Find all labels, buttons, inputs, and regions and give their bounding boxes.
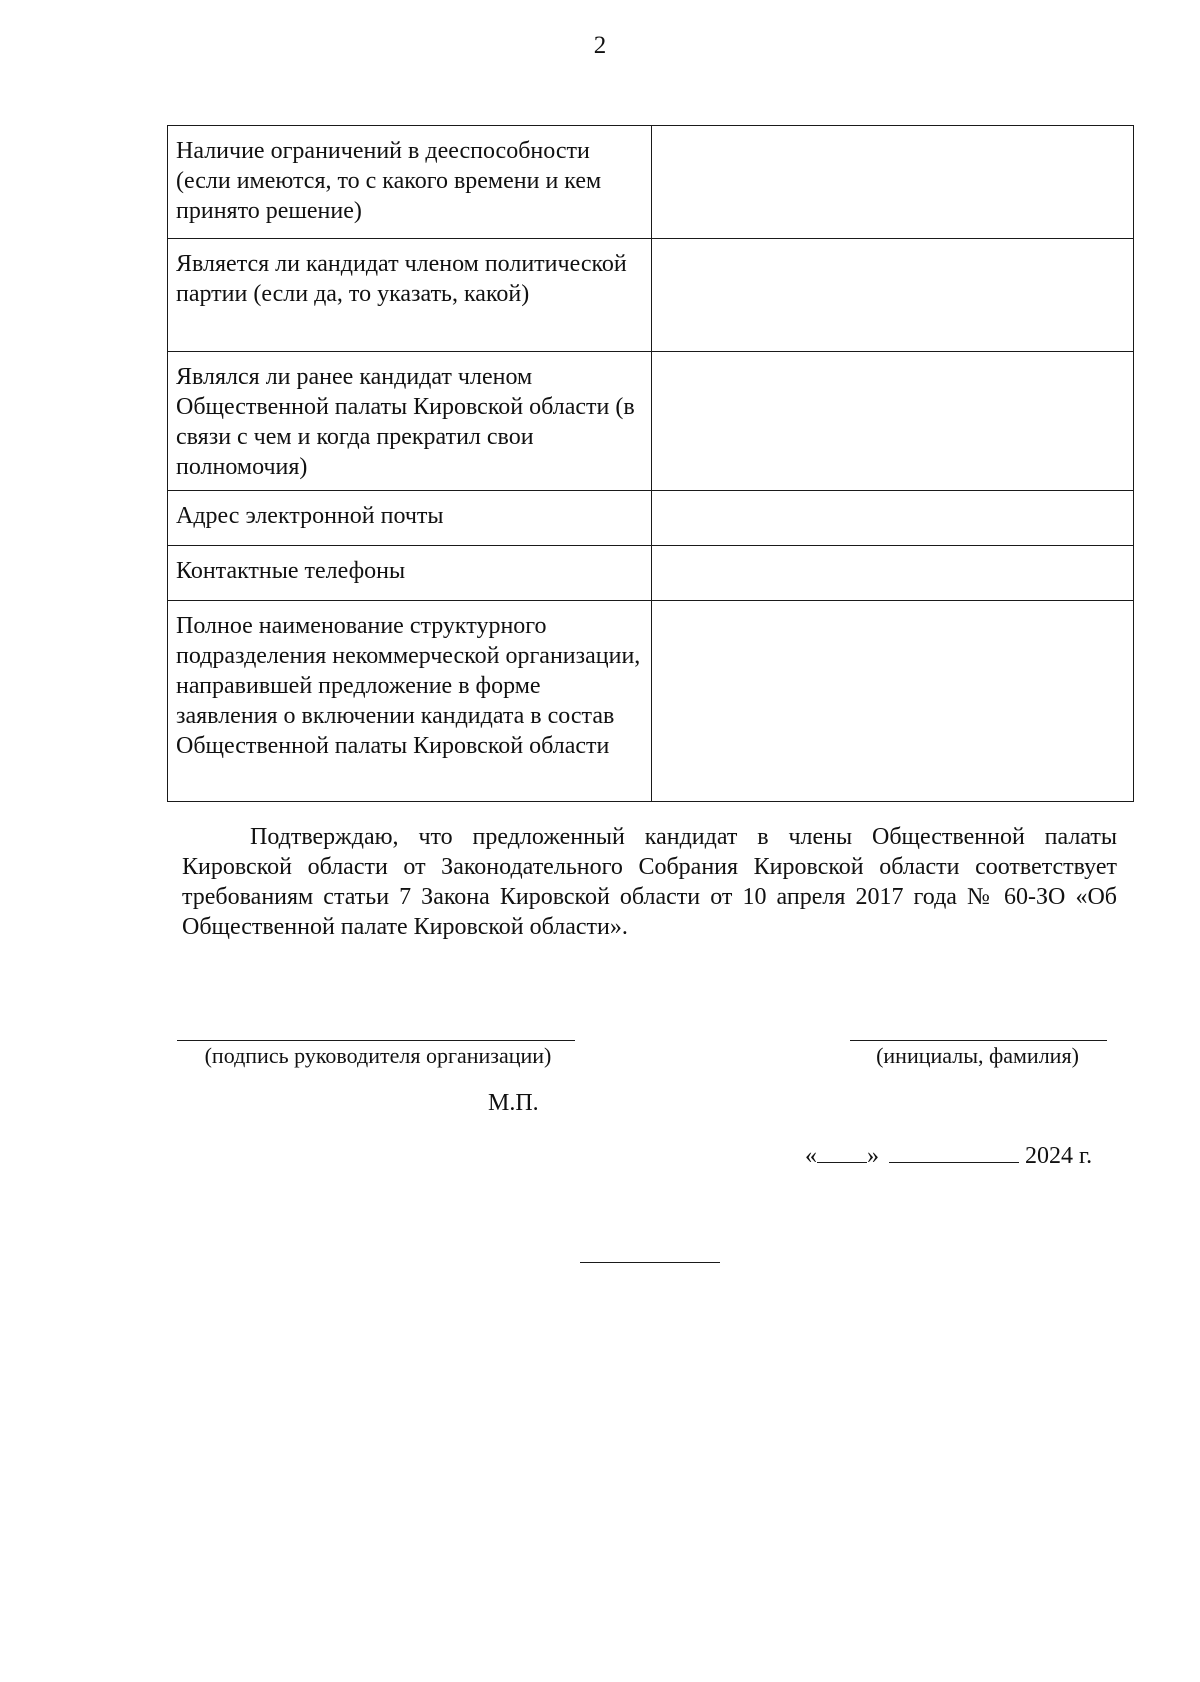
head-signature-line[interactable]	[177, 1040, 575, 1041]
row-value-phones[interactable]	[652, 546, 1134, 601]
date-close-quote: »	[867, 1143, 879, 1169]
page-number: 2	[593, 32, 607, 59]
row-label-previous-membership: Являлся ли ранее кандидат членом Общественной палаты Кировской области (в связи с чем и когда прекратил свои полномочия)	[168, 352, 652, 491]
row-value-legal-capacity[interactable]	[652, 126, 1134, 239]
head-signature-label: (подпись руководителя организации)	[204, 1043, 552, 1068]
table-row	[168, 601, 1134, 802]
row-label-phones: Контактные телефоны	[168, 546, 652, 601]
candidate-info-table	[167, 125, 1134, 802]
stamp-placeholder: М.П.	[488, 1090, 539, 1116]
confirmation-paragraph: Подтверждаю, что предложенный кандидат в члены Общественной палаты Кировской области от Законодательного Собрания Кировской области соответствует требованиям статьи 7 Закона Кировской области от 10 апреля 2017 года № 60-ЗО «Об Общественной палате Кировской области».	[182, 824, 1117, 940]
date-year: 2024 г.	[1025, 1143, 1093, 1169]
table-row	[168, 491, 1134, 546]
date-day-blank[interactable]	[817, 1140, 867, 1163]
row-label-organization-name: Полное наименование структурного подразделения некоммерческой организации, направившей предложение в форме заявления о включении кандидата в состав Общественной палаты Кировской области	[168, 601, 652, 802]
row-value-email[interactable]	[652, 491, 1134, 546]
table-row	[168, 546, 1134, 601]
row-label-party-membership: Является ли кандидат членом политической партии (если да, то указать, какой)	[168, 239, 652, 352]
initials-line[interactable]	[850, 1040, 1107, 1041]
row-value-previous-membership[interactable]	[652, 352, 1134, 491]
date-month-blank[interactable]	[889, 1140, 1019, 1163]
row-value-party-membership[interactable]	[652, 239, 1134, 352]
date-line	[805, 1140, 1092, 1170]
row-label-legal-capacity: Наличие ограничений в дееспособности (если имеются, то с какого времени и кем принято решение)	[168, 126, 652, 239]
table-row	[168, 126, 1134, 239]
row-label-email: Адрес электронной почты	[168, 491, 652, 546]
row-value-organization-name[interactable]	[652, 601, 1134, 802]
initials-label: (инициалы, фамилия)	[876, 1043, 1079, 1068]
end-of-document-rule	[580, 1262, 720, 1263]
table-row	[168, 239, 1134, 352]
table-row	[168, 352, 1134, 491]
date-open-quote: «	[805, 1143, 817, 1169]
